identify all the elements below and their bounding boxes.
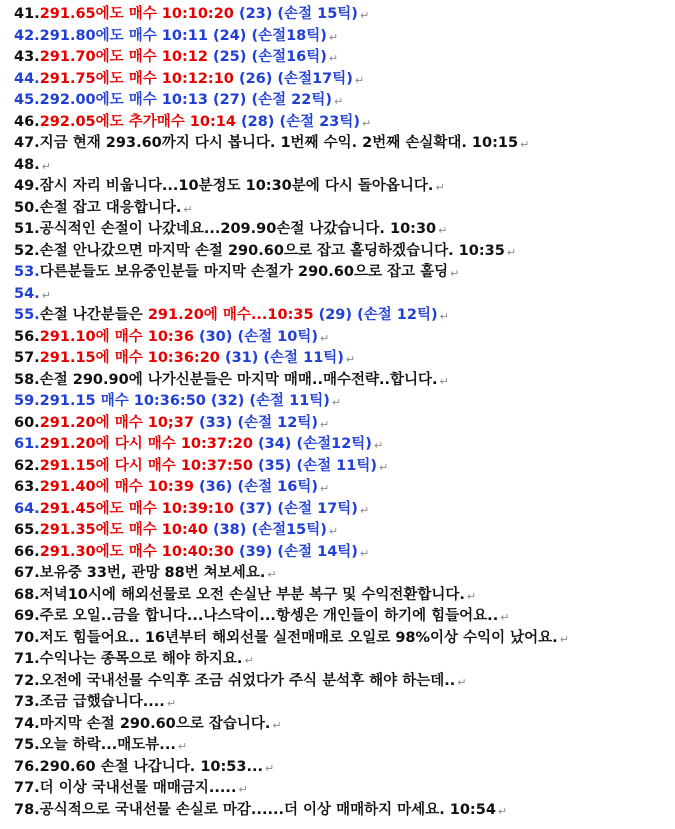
document-line <box>14 585 675 607</box>
line-text-segment: 291.40에 매수 10:39 <box>39 479 194 495</box>
line-text-segment: (30) (손절 10틱) <box>193 328 318 345</box>
line-text-segment: 56. <box>14 328 40 345</box>
paragraph-mark-icon: ↵ <box>359 503 370 517</box>
paragraph-mark-icon: ↵ <box>361 116 372 130</box>
document-line <box>14 155 675 177</box>
line-text-segment: 49.잠시 자리 비웁니다...10분정도 10:30분에 다시 돌아옵니다. <box>14 178 434 194</box>
paragraph-mark-icon: ↵ <box>500 611 510 624</box>
line-text-segment: 57. <box>14 350 40 366</box>
line-text-segment: (26) (손절17틱) <box>233 70 353 87</box>
document-line <box>14 305 675 327</box>
line-text-segment: 64. <box>14 500 40 517</box>
line-text-segment: 61. <box>14 436 40 452</box>
document-line <box>14 671 675 693</box>
paragraph-mark-icon: ↵ <box>265 761 275 775</box>
paragraph-mark-icon: ↵ <box>177 740 188 753</box>
document-line <box>14 133 675 155</box>
paragraph-mark-icon: ↵ <box>373 439 384 452</box>
paragraph-mark-icon: ↵ <box>238 783 248 796</box>
line-text-segment: (35) (손절 11틱) <box>252 457 377 474</box>
line-text-segment: 72.오전에 국내선물 수익후 조금 쉬었다가 주식 분석후 해야 하는데.. <box>14 672 456 689</box>
document-line <box>14 499 675 521</box>
document-line <box>14 714 675 736</box>
line-text-segment: 291.75에도 매수 10:12:10 <box>39 70 234 87</box>
paragraph-mark-icon: ↵ <box>439 374 449 388</box>
line-text-segment: 59.291.15 매수 10:36:50 (32) (손절 11틱) <box>14 393 330 409</box>
line-text-segment: 291.35에도 매수 10:40 <box>39 522 208 538</box>
paragraph-mark-icon: ↵ <box>319 331 330 345</box>
line-text-segment: 291.10에 매수 10:36 <box>39 328 194 345</box>
line-text-segment: 52.손절 안나갔으면 마지막 손절 290.60으로 잡고 홀딩하겠습니다. 10:35 <box>14 242 505 259</box>
document-line <box>14 735 675 757</box>
paragraph-mark-icon: ↵ <box>166 697 177 710</box>
line-text-segment: (39) (손절 14틱) <box>233 543 358 560</box>
line-text-segment: (25) (손절16틱) <box>207 49 327 65</box>
paragraph-mark-icon: ↵ <box>328 525 339 538</box>
document-line <box>14 4 675 26</box>
document-line <box>14 800 675 822</box>
paragraph-mark-icon: ↵ <box>438 224 448 237</box>
line-text-segment: 291.20에 매수...10:35 <box>147 307 314 323</box>
paragraph-mark-icon: ↵ <box>450 267 460 280</box>
paragraph-mark-icon: ↵ <box>359 9 370 22</box>
line-text-segment: 62. <box>14 457 40 474</box>
paragraph-mark-icon: ↵ <box>345 353 356 366</box>
line-text-segment: 다른분들도 보유중인분들 마지막 손절가 290.60으로 잡고 홀딩 <box>39 264 449 280</box>
paragraph-mark-icon: ↵ <box>359 546 370 560</box>
document-line <box>14 434 675 456</box>
line-text-segment: 291.30에도 매수 10:40:30 <box>39 543 234 560</box>
line-text-segment: 75.오늘 하락...매도뷰... <box>14 737 176 753</box>
line-text-segment: 69.주로 오일..금을 합니다...나스닥이...항셍은 개인들이 하기에 힘들어요.. <box>14 608 499 624</box>
line-text-segment: 47.지금 현재 293.60까지 다시 봅니다. 1번째 수익. 2번째 손실확대. 10:15 <box>14 135 519 151</box>
document-line <box>14 456 675 478</box>
line-text-segment: 70.저도 힘들어요.. 16년부터 해외선물 실전매매로 오일로 98%이상 수익이 났어요. <box>14 629 558 646</box>
line-text-segment: 55. <box>14 307 40 323</box>
document-line <box>14 90 675 112</box>
line-text-segment: 67.보유중 33번, 관망 88번 쳐보세요. <box>14 565 266 581</box>
paragraph-mark-icon: ↵ <box>319 417 330 431</box>
document-line <box>14 370 675 392</box>
paragraph-mark-icon: ↵ <box>520 138 530 151</box>
document-line <box>14 391 675 413</box>
line-text-segment: 68.저녁10시에 해외선물로 오전 손실난 부분 복구 및 수익전환합니다. <box>14 586 465 603</box>
line-text-segment: 43. <box>14 49 40 65</box>
line-text-segment: 53. <box>14 264 40 280</box>
line-text-segment: 71.수익나는 종목으로 해야 하지요. <box>14 651 243 667</box>
document-line <box>14 606 675 628</box>
paragraph-mark-icon: ↵ <box>439 310 449 323</box>
line-text-segment: 291.45에도 매수 10:39:10 <box>39 500 234 517</box>
line-text-segment: 60. <box>14 414 40 431</box>
line-text-segment: 44. <box>14 70 40 87</box>
paragraph-mark-icon: ↵ <box>457 675 467 689</box>
line-text-segment: (37) (손절 17틱) <box>233 500 358 517</box>
line-text-segment: 42.291.80에도 매수 10:11 (24) (손절18틱) <box>14 27 327 44</box>
line-text-segment: 292.05에도 추가매수 10:14 <box>39 113 236 130</box>
line-text-segment: 291.65에도 매수 10:10:20 <box>39 6 234 22</box>
line-text-segment: 손절 나간분들은 <box>39 307 148 323</box>
line-text-segment: (28) (손절 23틱) <box>235 113 360 130</box>
line-text-segment: (29) (손절 12틱) <box>313 307 438 323</box>
line-text-segment: (33) (손절 12틱) <box>193 414 318 431</box>
paragraph-mark-icon: ↵ <box>435 181 445 194</box>
paragraph-mark-icon: ↵ <box>497 804 508 818</box>
paragraph-mark-icon: ↵ <box>354 73 365 87</box>
document-line <box>14 563 675 585</box>
paragraph-mark-icon: ↵ <box>333 95 344 108</box>
line-text-segment: 291.70에도 매수 10:12 <box>39 49 208 65</box>
document-line <box>14 284 675 306</box>
paragraph-mark-icon: ↵ <box>331 396 342 409</box>
line-text-segment: 74.마지막 손절 290.60으로 잡습니다. <box>14 715 271 732</box>
line-text-segment: (38) (손절15틱) <box>207 522 327 538</box>
document-line <box>14 47 675 69</box>
line-text-segment: (31) (손절 11틱) <box>219 350 344 366</box>
line-text-segment: (36) (손절 16틱) <box>193 479 318 495</box>
line-text-segment: (23) (손절 15틱) <box>233 6 358 22</box>
paragraph-mark-icon: ↵ <box>319 482 330 495</box>
paragraph-mark-icon: ↵ <box>328 52 339 65</box>
document-line <box>14 241 675 263</box>
line-text-segment: 291.20에 매수 10;37 <box>39 414 194 431</box>
paragraph-mark-icon: ↵ <box>466 589 477 603</box>
line-text-segment: 66. <box>14 543 40 560</box>
document-line <box>14 219 675 241</box>
line-text-segment: 58.손절 290.90에 나가신분들은 마지막 매매..매수전략..합니다. <box>14 371 438 388</box>
paragraph-mark-icon: ↵ <box>559 632 569 646</box>
line-text-segment: 54. <box>14 285 40 302</box>
document-line <box>14 262 675 284</box>
paragraph-mark-icon: ↵ <box>183 202 193 216</box>
line-text-segment: 50.손절 잡고 대응합니다. <box>14 199 182 216</box>
line-text-segment: 291.15에 다시 매수 10:37:50 <box>39 457 253 474</box>
document-line <box>14 327 675 349</box>
paragraph-mark-icon: ↵ <box>267 568 277 581</box>
document-line <box>14 112 675 134</box>
document-lines <box>14 4 675 821</box>
line-text-segment: 291.20에 다시 매수 10:37:20 <box>39 436 253 452</box>
paragraph-mark-icon: ↵ <box>328 30 339 44</box>
line-text-segment: 77.더 이상 국내선물 매매금지..... <box>14 780 237 796</box>
line-text-segment: 73.조금 급했습니다.... <box>14 694 165 710</box>
paragraph-mark-icon: ↵ <box>244 654 254 667</box>
paragraph-mark-icon: ↵ <box>378 460 389 474</box>
line-text-segment: 291.15에 매수 10:36:20 <box>39 350 220 366</box>
line-text-segment: 76.290.60 손절 나갑니다. 10:53... <box>14 758 264 775</box>
document-line <box>14 477 675 499</box>
document-line <box>14 628 675 650</box>
document-line <box>14 69 675 91</box>
document-line <box>14 778 675 800</box>
paragraph-mark-icon: ↵ <box>41 288 51 302</box>
document-line <box>14 692 675 714</box>
line-text-segment: 65. <box>14 522 40 538</box>
document-line <box>14 176 675 198</box>
document-line <box>14 542 675 564</box>
document-line <box>14 413 675 435</box>
paragraph-mark-icon: ↵ <box>506 245 517 259</box>
paragraph-mark-icon: ↵ <box>272 718 282 732</box>
document-line <box>14 520 675 542</box>
line-text-segment: 78.공식적으로 국내선물 손실로 마감......더 이상 매매하지 마세요. 10:54 <box>14 801 496 818</box>
paragraph-mark-icon: ↵ <box>41 159 51 173</box>
document-line <box>14 649 675 671</box>
line-text-segment: 51.공식적인 손절이 나갔네요...209.90손절 나갔습니다. 10:30 <box>14 221 437 237</box>
line-text-segment: 46. <box>14 113 40 130</box>
document-line <box>14 198 675 220</box>
line-text-segment: 48. <box>14 156 40 173</box>
line-text-segment: 45.292.00에도 매수 10:13 (27) (손절 22틱) <box>14 92 332 108</box>
line-text-segment: 63. <box>14 479 40 495</box>
line-text-segment: 41. <box>14 6 40 22</box>
document-line <box>14 26 675 48</box>
line-text-segment: (34) (손절12틱) <box>252 436 372 452</box>
document-line <box>14 757 675 779</box>
document-line <box>14 348 675 370</box>
